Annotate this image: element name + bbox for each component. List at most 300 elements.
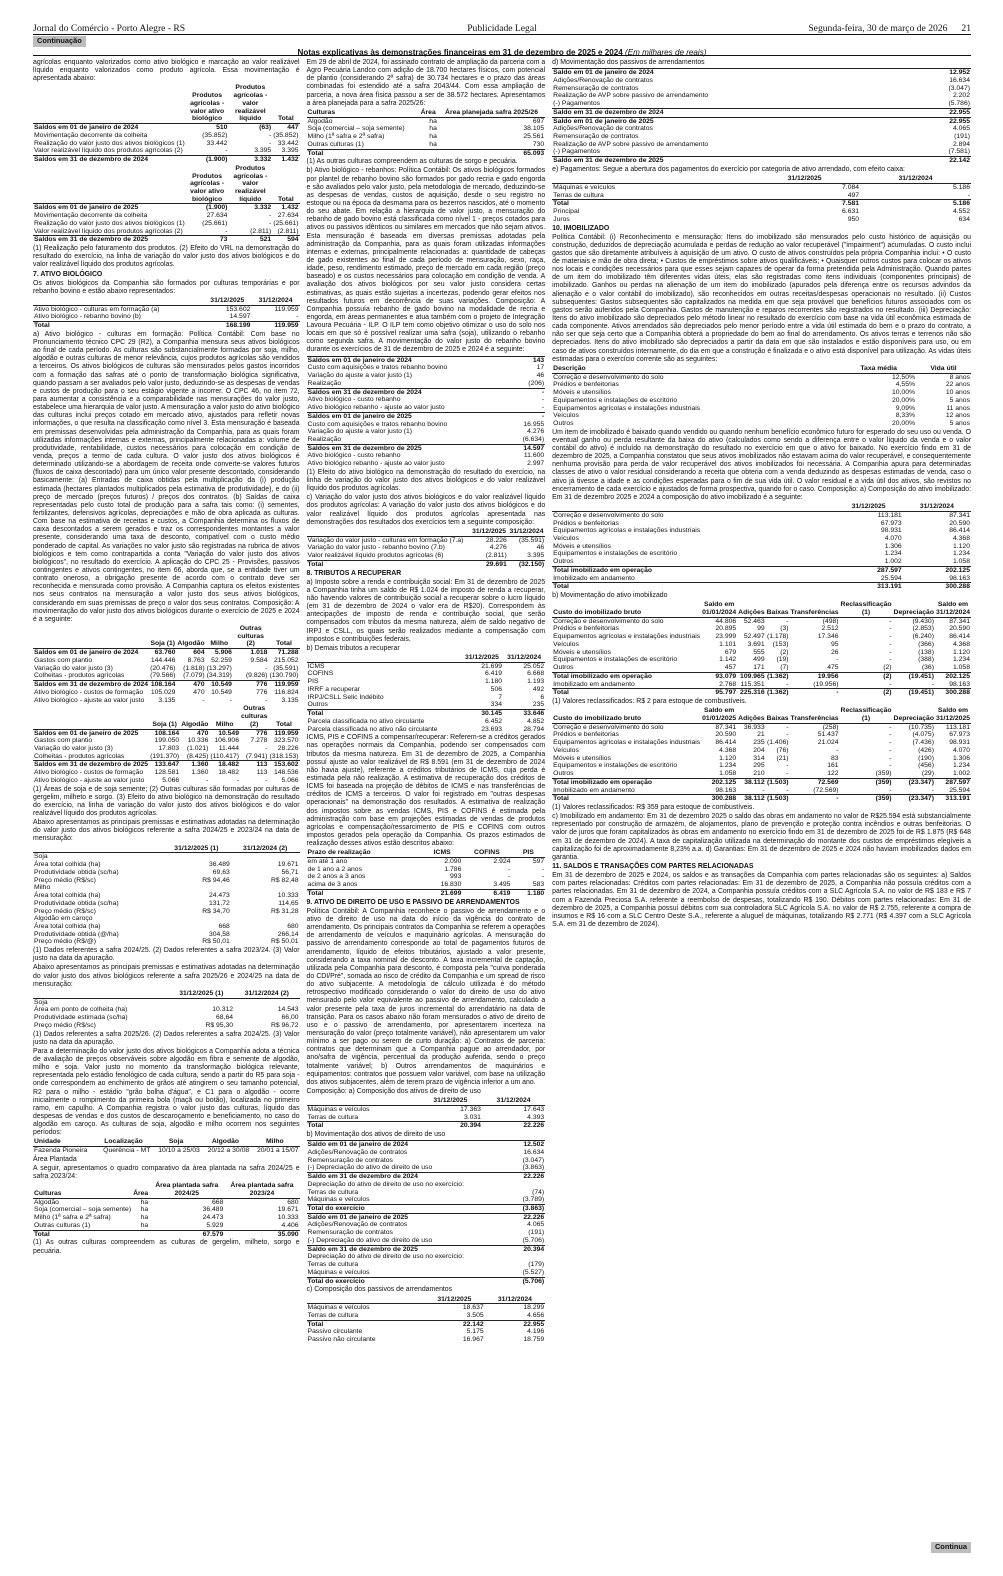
table-body <box>307 858 546 898</box>
table-cell: (1.900) <box>186 204 229 212</box>
paragraph: Composição: a) Composição dos ativos de direito de uso <box>306 1087 481 1095</box>
table-cell: Saldo em 31 de dezembro de 2025 <box>552 157 916 165</box>
table-cell: - <box>786 731 789 739</box>
table-cell: 202.125 <box>935 672 971 680</box>
table-row <box>307 881 546 889</box>
table-cell: Área total colhida (ha) <box>34 892 101 900</box>
table-cell: Saldo em 01 de janeiro de 2024 <box>552 69 916 77</box>
table-row <box>33 729 300 737</box>
table-cell: 25.594 <box>949 786 970 794</box>
table-cell: - <box>889 633 892 641</box>
column-header: Total <box>272 84 299 123</box>
table-cell: 22.226 <box>514 1213 545 1221</box>
table-cell: 475 <box>827 664 839 672</box>
table-body <box>552 511 971 591</box>
table-head <box>33 84 300 123</box>
column-header: Total <box>268 625 299 649</box>
table-cell: Ativo biológico - custos de formação <box>34 688 144 696</box>
table-cell: Imobilizado em andamento <box>553 680 635 688</box>
table-cell: (19.956) <box>813 680 839 688</box>
table-cell: (25.661) <box>273 219 299 227</box>
table-cell: - <box>268 219 272 227</box>
columns <box>33 59 971 1539</box>
table-cell: 634 <box>958 215 970 223</box>
column-header: Saldo em 31/12/2025 <box>935 707 971 722</box>
table-cell: Terras de cultura <box>553 191 604 199</box>
table-cell: (191) <box>954 133 970 141</box>
table-cell: 470 <box>180 729 209 737</box>
table-cell: Custo com aquisições e tratos rebanho bovino <box>307 420 448 428</box>
table-cell: Total <box>552 200 749 208</box>
table-cell: Produtividade obtida (@/ha) <box>34 930 119 938</box>
column-header: Área planejada safra 2025/26 <box>438 109 545 117</box>
table-cell: Querência - MT <box>103 1147 151 1155</box>
table-row <box>552 108 971 117</box>
table-row <box>552 183 971 191</box>
table-row <box>307 1149 546 1157</box>
table-cell: 3.395 <box>527 552 545 560</box>
table-cell: 314 <box>753 754 765 762</box>
paragraph: b) Ativo biológico - rebanhos: Política Contábil: Os ativos biológicos formados por plantel de rebanho bovino são formados por gado recria e gado engorda e são avaliados pelo valor justo, pela metodologia de mercado, deduzindo-se as despesas de vendas, custos de aquisição, desde o seu registro no estoque ou na época da desmama para os bezerros nascidos, até o momento do seu abate. Em relação a hierarquia de valor justo, a mensuração do rebanho de gado bovino está classificada como nível 1 - preços cotados para ativos ou passivos idênticos ou similares em mercados que não sejam ativos. Esta mensuração é baseada em diversas premissas adotadas pela administração da Companhia, para as quais foram utilizadas informações internas e externas, principalmente relacionadas a: quantidade de cabeças de gado existentes ao final de cada período de mensuração, sexo, raça, idade, peso, rendimento estimado, preço de mercado em cada região (preço baseado) e os custos necessários para colocação em condição de venda. A avaliação dos ativos biológicos por seu valor justo considera certas estimativas, as quais estão sujeitas a incertezas, podendo gerar efeitos nos resultados futuros em decorrência de suas variações. Composição: A Companhia possuía rebanho de gado bovino na modalidade de recria e engorda, em áreas permanentes e atua também com o projeto de Integração Lavoura Pecuária - ILP. O ILP tem como objetivo otimizar o uso do solo nos locais em que só é possível realizar uma safra (soja), utilizando o rebanho como segunda safra. A movimentação do valor justo do rebanho bovino durante os exercícios de 31 de dezembro de 2025 e 2024 é a seguinte: <box>306 167 546 354</box>
table-cell: Saldos em 31 de dezembro de 2025 <box>307 444 512 452</box>
table-cell: 5 anos <box>949 396 970 404</box>
table-row <box>552 770 971 778</box>
table-cell: Veículos <box>553 412 579 420</box>
table-cell: Saldo em 31 de dezembro de 2024 <box>552 108 916 117</box>
table-body <box>307 1141 546 1286</box>
table-cell: 18.299 <box>523 1304 545 1312</box>
table-cell: Preço médio (R$/sc) <box>34 1021 96 1029</box>
table-head <box>33 1182 300 1198</box>
table-body <box>307 356 546 468</box>
column-header: Depreciação <box>893 707 935 723</box>
table-cell: 668 <box>218 922 230 930</box>
table-cell: (3.789) <box>522 1196 545 1204</box>
table-cell: Veículos <box>553 534 579 542</box>
table-body <box>552 373 971 428</box>
table-row <box>552 85 971 93</box>
table-cell: (498) <box>822 617 839 625</box>
table-cell: (2) <box>840 689 893 697</box>
table-cell: (191) <box>528 1229 545 1237</box>
table-cell: 73 <box>186 236 229 244</box>
table-row <box>33 322 300 330</box>
table-header-row <box>307 849 546 857</box>
table-row <box>33 853 300 861</box>
table-cell: Móveis e utensílios <box>553 754 611 762</box>
table-cell: (29) <box>921 770 934 778</box>
table-cell: - <box>889 786 892 794</box>
table-cell: 1.306 <box>884 542 902 550</box>
table-cell: - <box>265 776 268 784</box>
table-cell <box>419 149 438 157</box>
notes-title-unit: (Em milhares de reais) <box>625 48 707 57</box>
table-row <box>307 718 546 726</box>
column-header: Prazo de realização <box>307 849 422 857</box>
table-cell: 98.931 <box>880 527 902 535</box>
table-cell: Variação do ajuste a valor justo (1) <box>307 428 413 436</box>
table-cell: COFINS <box>307 670 334 678</box>
table-cell: 17 <box>536 364 545 372</box>
table-cell: 86.414 <box>949 633 970 641</box>
paragraph: e) Pagamentos: Segue a abertura dos pagamentos do exercício por categoria de ativo arrendado, com efeito caixa: <box>552 165 905 173</box>
table-cell: 323.570 <box>273 737 299 745</box>
table-cell: 679 <box>724 648 737 656</box>
table-row <box>552 550 971 558</box>
table-cell: 8,33% <box>895 412 916 420</box>
table-cell: Soja (comercial – soja semente) <box>34 1206 132 1214</box>
table-cell: 3.332 <box>228 204 272 212</box>
table-cell: (-) Pagamentos <box>553 100 601 108</box>
table-row <box>307 1336 546 1344</box>
table-row <box>33 665 300 673</box>
table-cell: Realização do valor justo dos ativos biológicos (1) <box>34 139 185 147</box>
table-cell: Máquinas e veículos <box>307 1196 370 1204</box>
table-cell: 99 <box>757 625 765 633</box>
table-cell: 115.351 <box>740 680 765 688</box>
column-header <box>33 625 149 649</box>
table-row <box>33 1214 300 1222</box>
table-cell: 1.234 <box>884 550 902 558</box>
table-cell: Veículos <box>553 640 579 648</box>
table-cell: 7.084 <box>842 183 860 191</box>
table-cell: 27.634 <box>206 212 228 220</box>
section-heading: 10. IMOBILIZADO <box>552 224 610 232</box>
table-header-row <box>33 990 300 998</box>
table-body <box>33 998 300 1029</box>
paragraph: a) Imposto sobre a renda e contribuição social: Em 31 de dezembro de 2025 a Companhia tinha um saldo de R$ 1.024 de imposto de renda a recuperar, não havendo valores de contribuição social a recuperar sobre o lucro líquido (em 31 de dezembro de 2024 o valor era de R$20). Correspondem às antecipações de imposto de renda e contribuição social, que serão compensados com tributos da mesma natureza, além de saldo negativo de IRPJ e CSLL, os quais serão realizados mediante a compensação com impostos e contribuições federais. <box>306 578 546 643</box>
table-cell: 93.079 <box>701 672 737 680</box>
column-header: Culturas <box>307 109 419 117</box>
table-cell: 12,50% <box>891 373 916 381</box>
table-cell: (7.941) <box>245 752 268 760</box>
table-cell: 11.600 <box>523 452 545 460</box>
column-header: 31/12/2024 (2) <box>231 845 300 853</box>
table-cell: Total <box>552 583 834 591</box>
table-cell: ha <box>140 1206 149 1214</box>
table-cell: Ativo biológico - custos de formação <box>34 769 144 777</box>
table-cell: Móveis e utensílios <box>553 542 611 550</box>
table-cell: Variação do valor justo (3) <box>34 664 113 672</box>
table-row <box>307 858 546 866</box>
table-cell: 22.226 <box>514 1173 545 1181</box>
continua-label: Continua <box>931 1542 971 1553</box>
table-cell: - <box>967 191 970 199</box>
table-row <box>307 1261 546 1269</box>
table-cell: 4.276 <box>489 544 507 552</box>
table-cell: 22 anos <box>945 381 970 389</box>
table-cell: Realização de AVP sobre passivo de arrendamento <box>553 140 709 148</box>
table-cell: Saldo em 01 de janeiro de 2024 <box>307 1141 515 1149</box>
table-cell: 506 <box>490 685 503 693</box>
table-cell: Realização do valor justo dos ativos biológicos (1) <box>34 219 185 227</box>
table-cell: - <box>206 776 209 784</box>
table-cell: 14.597 <box>511 444 545 452</box>
table-cell: Colheitas - produtos agrícolas <box>34 672 125 680</box>
table-cell: 235 <box>753 739 765 747</box>
table-cell: 6.631 <box>842 208 860 216</box>
table-cell: 1.120 <box>952 648 970 656</box>
table-cell: 1.120 <box>719 754 737 762</box>
data-table <box>552 365 971 428</box>
table-cell: 98.163 <box>715 786 737 794</box>
table-cell: 65.093 <box>438 149 545 157</box>
table-cell: Valor realizável líquido produtos agrícolas (6) <box>307 552 444 560</box>
column-header: Baixas <box>766 707 790 723</box>
table-cell: 594 <box>272 236 299 244</box>
table-header-row <box>307 109 546 117</box>
table-cell: Móveis e utensílios <box>553 389 611 397</box>
table-head <box>307 1097 546 1105</box>
table-cell: 10 anos <box>945 389 970 397</box>
table-cell: 24.473 <box>208 892 230 900</box>
column-header <box>33 845 162 853</box>
table-cell: (35.591) <box>273 664 299 672</box>
table-cell: 87.341 <box>949 511 970 519</box>
table-row <box>33 908 300 916</box>
table-cell: 22.955 <box>916 108 971 117</box>
column-header: Unidade <box>33 1138 96 1146</box>
table-cell: - <box>236 776 239 784</box>
table-cell: (1.362) <box>767 672 789 680</box>
table-cell: 295 <box>753 762 765 770</box>
table-cell: Correção e desenvolvimento do solo <box>553 373 664 381</box>
table-header-row <box>552 365 971 373</box>
table-cell: 4.552 <box>952 208 970 216</box>
table-cell: 8 anos <box>949 373 970 381</box>
table-cell: (359) <box>875 770 892 778</box>
column-header: Total <box>272 165 299 204</box>
column-header: Produtos agrícolas - valor realizável líquido <box>228 165 272 204</box>
table-cell: 95 <box>830 640 839 648</box>
column-header: 31/12/2024 <box>482 1097 545 1105</box>
column-header: Baixas <box>766 601 790 617</box>
table-row <box>552 739 971 747</box>
table-cell: 17.643 <box>523 1105 545 1113</box>
table-row <box>33 737 300 745</box>
section-name: Publicidade Legal <box>467 22 537 34</box>
table-cell: (1.178) <box>767 633 789 641</box>
table-cell: Imobilizado em andamento <box>553 574 635 582</box>
column-header <box>552 503 834 511</box>
table-cell: 6.419 <box>485 670 503 678</box>
table-cell: (63) <box>228 124 272 132</box>
table-cell: 2.924 <box>493 858 511 866</box>
table-cell: 30.145 <box>461 710 503 718</box>
table-cell: 44.806 <box>715 617 737 625</box>
table-cell: 38.112 <box>737 795 765 803</box>
table-row <box>33 156 300 164</box>
table-row <box>552 575 971 583</box>
table-cell: - <box>762 786 765 794</box>
table-cell: 20.590 <box>715 731 737 739</box>
table-cell: Ativo biológico - custo rebanho <box>307 452 401 460</box>
table-cell: 116.824 <box>274 688 299 696</box>
table-cell: Movimentação decorrente da colheita <box>34 212 148 220</box>
table-cell: 1.306 <box>952 754 970 762</box>
table-body <box>552 617 971 697</box>
table-cell: 3.505 <box>466 1311 484 1319</box>
table-cell: 1.360 <box>180 761 209 769</box>
table-cell: 9,09% <box>895 404 916 412</box>
table-cell: - <box>790 689 840 697</box>
table-header-row <box>552 503 971 511</box>
table-row <box>552 762 971 770</box>
table-cell: 2.894 <box>952 140 970 148</box>
paragraph: Abaixo apresentamos as principais premissas e estimativas adotadas na determinação do valor justo dos ativos biológicos referente a safra 2025/26 e 2024/25 na data de mensuração: <box>33 964 300 988</box>
table-head <box>307 528 546 536</box>
table-row <box>33 1230 300 1238</box>
table-header-row <box>307 528 546 536</box>
table-cell: (7.436) <box>912 739 934 747</box>
table-row <box>33 892 300 900</box>
table-row <box>307 460 546 468</box>
table-cell: 210 <box>753 770 765 778</box>
table-cell: Gastos com plantio <box>34 656 93 664</box>
table-row <box>33 204 300 212</box>
column-header: Milho <box>209 705 240 729</box>
table-cell: Preço médio (R$/@) <box>34 938 97 946</box>
table-header-row <box>307 654 546 662</box>
table-cell: (20.476) <box>150 664 176 672</box>
table-row <box>552 558 971 566</box>
table-cell: Variação do valor justo - culturas em formação (7.a) <box>307 536 464 544</box>
column-header: COFINS <box>462 849 511 857</box>
table-cell: (34.319) <box>206 672 232 680</box>
data-table <box>33 845 300 947</box>
table-cell: Milho (1ª safra e 2ª safra) <box>34 1214 111 1222</box>
data-table <box>33 1182 300 1238</box>
column-header: Produtos agrícolas - valor ativo biológico <box>186 84 229 123</box>
table-cell: Saldos em 01 de janeiro de 2024 <box>33 649 149 657</box>
table-head <box>33 165 300 204</box>
table-cell: 23.999 <box>715 633 737 641</box>
column-header: Algodão <box>176 625 205 649</box>
table-cell: 202.125 <box>701 778 737 786</box>
table-cell: 1.180 <box>511 889 545 897</box>
table-cell: Variação do valor justo - rebanho bovino (7.b) <box>307 544 445 552</box>
data-table <box>552 68 971 165</box>
table-row <box>33 681 300 689</box>
table-cell: 1.120 <box>952 542 970 550</box>
table-cell: Passivo circulante <box>307 1328 363 1336</box>
table-cell: 5.906 <box>206 649 233 657</box>
table-cell: 36.489 <box>202 1206 224 1214</box>
table-row <box>307 1277 546 1285</box>
table-cell: Correção e desenvolvimento do solo <box>553 617 664 625</box>
column-header: 31/12/2024 <box>903 503 971 511</box>
table-cell: (25.661) <box>202 219 228 227</box>
table-cell: Remensuração de contratos <box>307 1156 393 1164</box>
table-cell: - <box>225 147 228 155</box>
table-row <box>307 889 546 897</box>
table-cell: (206) <box>528 379 545 387</box>
table-cell: 4.196 <box>527 1328 545 1336</box>
table-row <box>552 381 971 389</box>
table-cell: 1.234 <box>952 656 970 664</box>
table-cell: Prédios e benfeitorias <box>553 519 619 527</box>
table-cell <box>231 915 300 923</box>
table-body <box>307 536 546 568</box>
table-cell: ha <box>140 1221 149 1229</box>
table-cell: 28.226 <box>485 536 507 544</box>
table-cell: 2.997 <box>527 460 545 468</box>
table-cell: Ativo biológico rebanho - ajuste ao valor justo <box>307 460 445 468</box>
section-heading: 7. ATIVO BIOLÓGICO <box>33 270 103 278</box>
table-cell: 36.933 <box>743 723 765 731</box>
table-row <box>552 681 971 689</box>
table-row <box>33 1147 300 1155</box>
table-cell: 668 <box>212 1198 224 1206</box>
table-cell: Correção e desenvolvimento do solo <box>553 723 664 731</box>
table-cell: 108.164 <box>150 681 176 689</box>
table-cell: 457 <box>724 664 737 672</box>
column-header: Reclassificação (1) <box>840 707 892 722</box>
table-row <box>552 689 971 697</box>
table-cell: 287.597 <box>935 778 971 786</box>
table-body <box>33 204 300 244</box>
table-cell: (-) Pagamentos <box>553 148 601 156</box>
table-header-row <box>33 297 300 305</box>
table-cell: (-) Depreciação do ativo de direito de uso <box>307 1164 433 1172</box>
table-cell: Saldo em 31 de dezembro de 2025 <box>307 1245 515 1253</box>
table-cell: 87.341 <box>949 617 970 625</box>
column-header: PIS <box>511 849 545 857</box>
paragraph: (1) Efeito do ativo biológico na demonstração do resultado do exercício, na linha de variação do valor justo dos ativos biológicos e do valor realizável líquido dos produtos agrícolas. <box>306 468 546 493</box>
table-header-row <box>33 845 300 853</box>
table-cell: 66,00 <box>281 1014 299 1022</box>
column-header <box>33 705 149 729</box>
table-cell: Saldo em 01 de janeiro de 2025 <box>307 1213 515 1221</box>
table-cell: Ativo biológico - culturas em formação (a) <box>34 305 160 313</box>
table-header-row <box>307 1097 546 1105</box>
table-row <box>552 405 971 413</box>
table-cell: 1.234 <box>719 762 737 770</box>
table-cell: ha <box>429 117 437 125</box>
table-cell: Total <box>33 1230 132 1238</box>
table-cell: 4.276 <box>527 428 545 436</box>
table-cell: 3.495 <box>493 881 511 889</box>
table-cell: 10.549 <box>209 729 240 737</box>
table-cell: Total <box>307 1320 425 1328</box>
table-row <box>552 420 971 428</box>
table-cell: Algodão <box>34 1198 59 1206</box>
table-row <box>307 662 546 670</box>
table-cell: - <box>511 412 545 420</box>
table-header-row <box>552 601 971 617</box>
table-cell: Outros <box>553 558 574 566</box>
table-cell: Realização <box>307 379 342 387</box>
table-cell: de 2 anos a 3 anos <box>307 873 366 881</box>
table-cell <box>162 884 231 892</box>
table-cell: 1.432 <box>272 204 299 212</box>
table-cell: (359) <box>840 795 893 803</box>
table-cell: 1.234 <box>952 762 970 770</box>
table-head <box>307 849 546 857</box>
column-header: 31/12/2024 <box>251 297 299 305</box>
table-cell: (318.153) <box>269 752 299 760</box>
table-cell: 4.065 <box>527 1221 545 1229</box>
column-header: 31/12/2024 <box>485 1296 546 1304</box>
table-row <box>552 389 971 397</box>
data-table <box>33 165 300 244</box>
table-cell: Milho <box>34 884 51 892</box>
table-cell: Ativo biológico - ajuste ao valor justo <box>34 696 145 704</box>
table-cell: Equipamentos e instalações de escritório <box>553 396 678 404</box>
table-cell: Milho (1ª safra e 2ª safra) <box>307 133 385 141</box>
table-cell: (5.706) <box>514 1277 545 1285</box>
table-cell: Total <box>307 1122 419 1130</box>
